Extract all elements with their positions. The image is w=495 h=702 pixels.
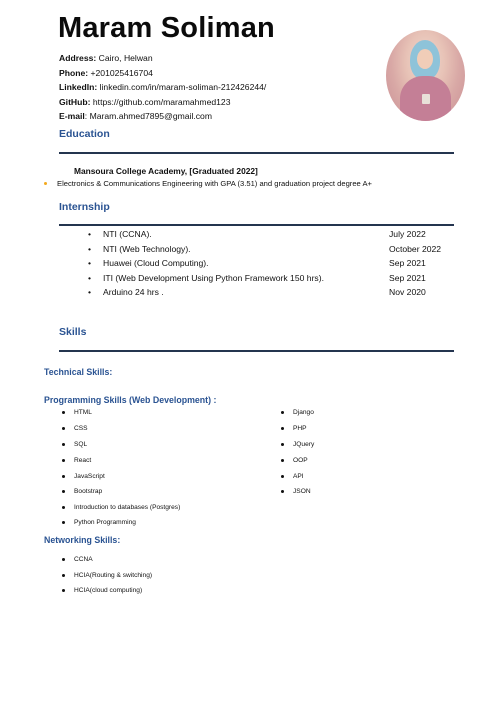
list-item: • NTI (CCNA). July 2022 — [88, 229, 426, 239]
bullet-icon — [62, 589, 65, 592]
profile-photo — [386, 30, 465, 121]
bullet-icon — [44, 182, 47, 185]
bullet-icon — [62, 558, 65, 561]
skill-item: Introduction to databases (Postgres) — [74, 504, 180, 511]
list-item: • ITI (Web Development Using Python Framework 150 hrs). Sep 2021 — [88, 272, 426, 283]
bullet-icon — [62, 475, 65, 478]
bullet-icon — [62, 506, 65, 509]
skill-item: OOP — [293, 457, 308, 464]
bullet-icon: • — [88, 272, 92, 283]
bullet-icon — [62, 459, 65, 462]
skill-item: PHP — [293, 425, 307, 432]
education-heading: Education — [59, 128, 110, 140]
bullet-icon — [62, 490, 65, 493]
skills-divider — [59, 350, 454, 352]
list-item: • Arduino 24 hrs . Nov 2020 — [88, 287, 426, 297]
programming-skills-heading: Programming Skills (Web Development) : — [44, 395, 217, 405]
skill-item: Django — [293, 409, 314, 416]
photo-cup — [422, 94, 430, 104]
education-school: Mansoura College Academy, [Graduated 2022] — [74, 166, 258, 176]
skill-item: SQL — [74, 441, 87, 448]
bullet-icon: • — [88, 258, 92, 268]
skill-item: API — [293, 473, 304, 480]
bullet-icon — [62, 427, 65, 430]
bullet-icon — [281, 459, 284, 462]
bullet-icon — [281, 411, 284, 414]
list-item: • Huawei (Cloud Computing). Sep 2021 — [88, 258, 426, 268]
list-item: • NTI (Web Technology). October 2022 — [88, 243, 442, 254]
contact-email[interactable]: E-mail: Maram.ahmed7895@gmail.com — [59, 111, 212, 122]
skill-item: Python Programming — [74, 519, 136, 526]
internship-list — [88, 229, 458, 302]
bullet-icon — [62, 574, 65, 577]
bullet-icon — [62, 411, 65, 414]
bullet-icon: • — [88, 229, 92, 239]
bullet-icon — [281, 475, 284, 478]
contact-phone: Phone: +201025416704 — [59, 67, 153, 78]
skill-item: CSS — [74, 425, 88, 432]
skill-item: React — [74, 457, 91, 464]
bullet-icon: • — [88, 243, 92, 254]
technical-skills-heading: Technical Skills: — [44, 367, 113, 377]
skill-item: CCNA — [74, 556, 93, 563]
bullet-icon — [62, 443, 65, 446]
skill-item: HCIA(Routing & switching) — [74, 572, 152, 579]
resume-name: Maram Soliman — [58, 12, 275, 44]
bullet-icon — [281, 443, 284, 446]
skill-item: HTML — [74, 409, 92, 416]
bullet-icon — [281, 490, 284, 493]
skill-item: JQuery — [293, 441, 314, 448]
internship-divider — [59, 224, 454, 226]
contact-linkedin[interactable]: LinkedIn: linkedin.com/in/maram-soliman-212426244/ — [59, 82, 267, 93]
contact-github[interactable]: GitHub: https://github.com/maramahmed123 — [59, 96, 231, 107]
bullet-icon — [281, 427, 284, 430]
skill-item: HCIA(cloud computing) — [74, 587, 142, 594]
internship-heading: Internship — [59, 201, 110, 213]
contact-address: Address: Cairo, Helwan — [59, 53, 153, 63]
networking-skills-heading: Networking Skills: — [44, 535, 121, 545]
skill-item: JSON — [293, 488, 311, 495]
education-detail: Electronics & Communications Engineering with GPA (3.51) and graduation project degree A+ — [44, 179, 372, 188]
skills-heading: Skills — [59, 326, 87, 338]
bullet-icon: • — [88, 287, 92, 297]
education-divider — [59, 152, 454, 154]
skill-item: JavaScript — [74, 473, 105, 480]
skill-item: Bootstrap — [74, 488, 102, 495]
bullet-icon — [62, 521, 65, 524]
photo-face — [417, 49, 433, 69]
contact-info — [59, 51, 266, 124]
